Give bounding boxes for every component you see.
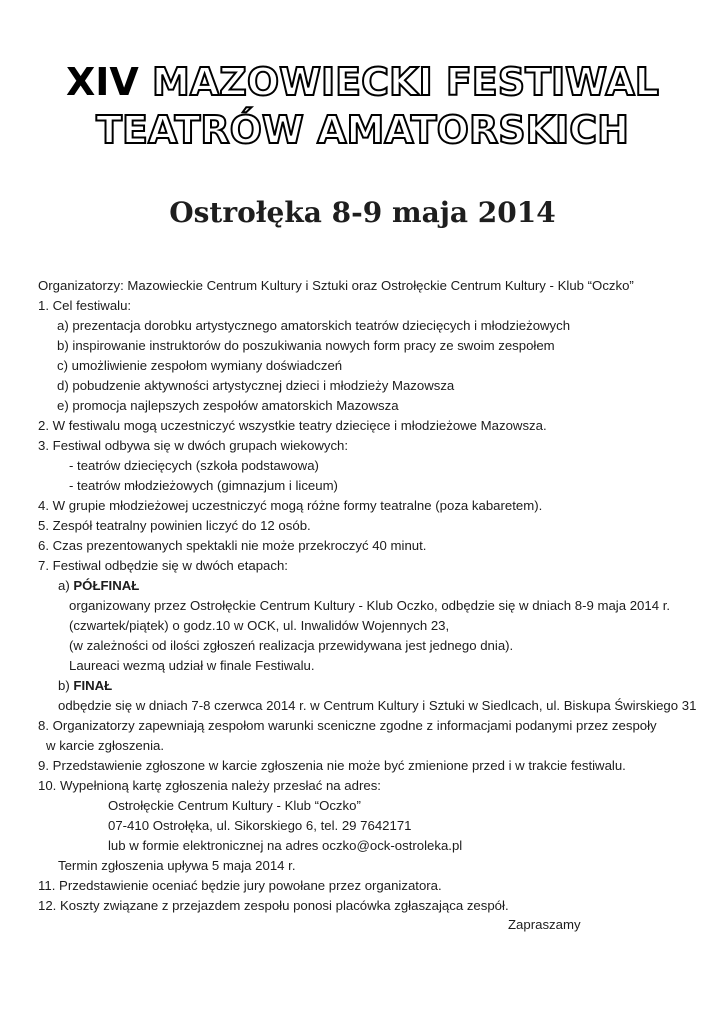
section-3: 3. Festiwal odbywa się w dwóch grupach wiekowych: (38, 438, 349, 453)
section-8-cont: w karcie zgłoszenia. (46, 738, 165, 753)
section-7: 7. Festiwal odbędzie się w dwóch etapach: (38, 558, 288, 573)
address-org: Ostrołęckie Centrum Kultury - Klub “Oczko” (108, 798, 361, 813)
festival-title-line-1 (0, 60, 725, 104)
semifinal-detail-3: (w zależności od ilości zgłoszeń realizacja przewidywana jest jednego dnia). (69, 638, 514, 653)
semifinal-detail-1: organizowany przez Ostrołęckie Centrum Kultury - Klub Oczko, odbędzie się w dniach 8-9 maja 2014 r. (69, 598, 671, 613)
goal-a: a) prezentacja dorobku artystycznego amatorskich teatrów dziecięcych i młodzieżowych (57, 318, 571, 333)
festival-title-line-2: TEATRÓW AMATORSKICH (96, 108, 629, 152)
address-street: 07-410 Ostrołęka, ul. Sikorskiego 6, tel. 29 7642171 (108, 818, 412, 833)
section-10: 10. Wypełnioną kartę zgłoszenia należy przesłać na adres: (38, 778, 381, 793)
section-2: 2. W festiwalu mogą uczestniczyć wszystkie teatry dziecięce i młodzieżowe Mazowsza. (38, 418, 547, 433)
section-4: 4. W grupie młodzieżowej uczestniczyć mogą różne formy teatralne (poza kabaretem). (38, 498, 543, 513)
stage-a-letter: a) (58, 578, 74, 593)
regulations-body (38, 276, 708, 916)
deadline: Termin zgłoszenia upływa 5 maja 2014 r. (58, 858, 296, 873)
goal-b: b) inspirowanie instruktorów do poszukiwania nowych form pracy ze swoim zespołem (57, 338, 555, 353)
title-mazowiecki-festiwal: MAZOWIECKI FESTIWAL (152, 60, 660, 104)
goal-d: d) pobudzenie aktywności artystycznej dzieci i młodzieży Mazowsza (57, 378, 455, 393)
section-5: 5. Zespół teatralny powinien liczyć do 12 osób. (38, 518, 311, 533)
stage-b-title: FINAŁ (73, 678, 113, 693)
event-date-location: Ostrołęka 8-9 maja 2014 (169, 196, 556, 229)
semifinal-detail-2: (czwartek/piątek) o godz.10 w OCK, ul. Inwalidów Wojennych 23, (69, 618, 450, 633)
stage-a-title: PÓŁFINAŁ (73, 578, 140, 593)
closing-invitation: Zapraszamy (508, 917, 581, 932)
section-12: 12. Koszty związane z przejazdem zespołu ponosi placówka zgłaszająca zespół. (38, 898, 509, 913)
section-6: 6. Czas prezentowanych spektakli nie może przekroczyć 40 minut. (38, 538, 427, 553)
semifinal-detail-4: Laureaci wezmą udział w finale Festiwalu. (69, 658, 315, 673)
stage-b-letter: b) (58, 678, 74, 693)
goal-e: e) promocja najlepszych zespołów amatorskich Mazowsza (57, 398, 399, 413)
goal-c: c) umożliwienie zespołom wymiany doświadczeń (57, 358, 343, 373)
section-9: 9. Przedstawienie zgłoszone w karcie zgłoszenia nie może być zmienione przed i w trakcie festiwalu. (38, 758, 626, 773)
stage-b-heading (38, 676, 708, 696)
final-detail: odbędzie się w dniach 7-8 czerwca 2014 r. w Centrum Kultury i Sztuki w Siedlcach, ul. Biskupa Świrskiego 31 (58, 698, 697, 713)
age-group-children: - teatrów dziecięcych (szkoła podstawowa) (69, 458, 319, 473)
section-1-heading: 1. Cel festiwalu: (38, 298, 132, 313)
address-email: lub w formie elektronicznej na adres oczko@ock-ostroleka.pl (108, 838, 463, 853)
organizers-line: Organizatorzy: Mazowieckie Centrum Kultury i Sztuki oraz Ostrołęckie Centrum Kultury - Klub “Oczko” (38, 278, 634, 293)
section-11: 11. Przedstawienie oceniać będzie jury powołane przez organizatora. (38, 878, 442, 893)
section-8: 8. Organizatorzy zapewniają zespołom warunki sceniczne zgodne z informacjami podanymi przez zespoły (38, 718, 657, 733)
stage-a-heading (38, 576, 708, 596)
age-group-youth: - teatrów młodzieżowych (gimnazjum i liceum) (69, 478, 338, 493)
edition-number: XIV (65, 60, 139, 104)
